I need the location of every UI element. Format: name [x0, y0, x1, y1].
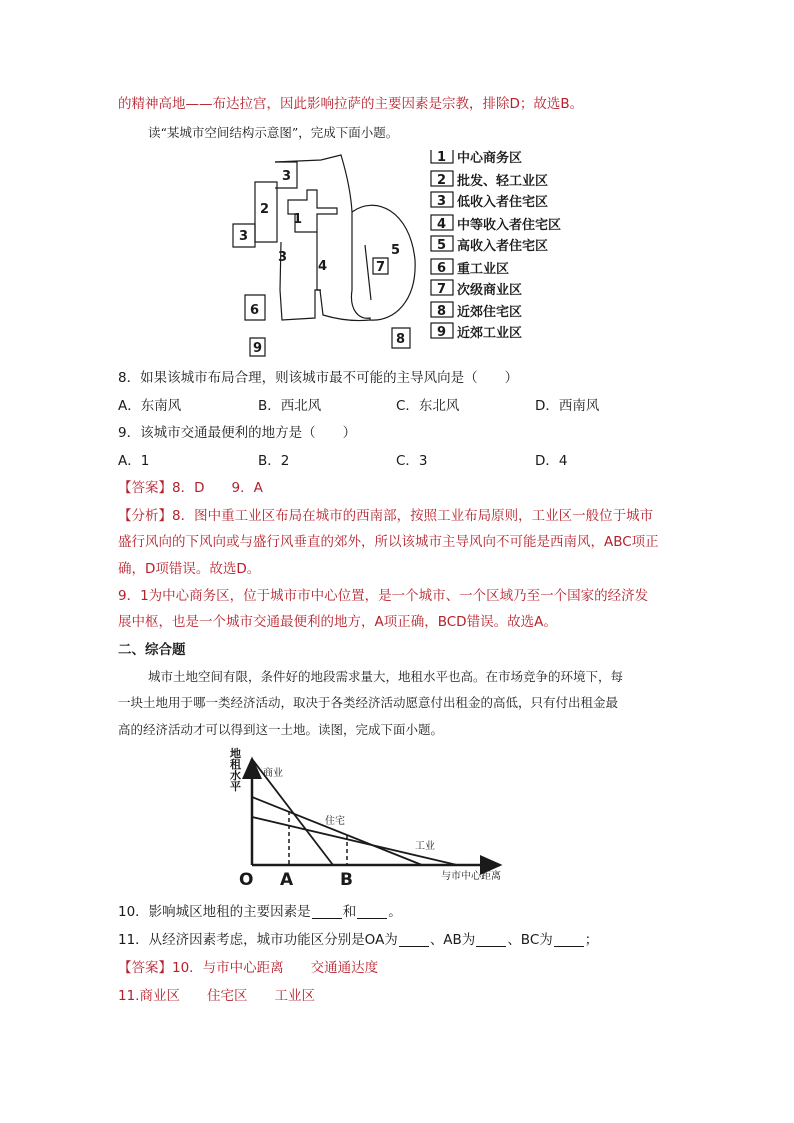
- analysis-line: 确，D项错误。故选D。: [118, 561, 261, 577]
- y-axis-label: 平: [230, 780, 241, 793]
- zone-label-5: 5: [391, 243, 401, 258]
- zone-label-4: 4: [318, 259, 328, 274]
- answer-10: 【答案】10．与市中心距离 交通通达度: [118, 960, 379, 976]
- legend-num: 8: [437, 304, 447, 319]
- answer-blank[interactable]: [357, 904, 387, 919]
- curve-label-industry: 工业: [415, 841, 435, 852]
- answer-blank[interactable]: [399, 932, 429, 947]
- x-axis-label: 与市中心距离: [441, 871, 501, 882]
- answer-blank[interactable]: [554, 932, 584, 947]
- q8-option-d: D．西南风: [535, 398, 600, 414]
- point-b-label: B: [340, 870, 353, 890]
- legend-num: 4: [437, 217, 447, 232]
- zone-label-7: 7: [376, 260, 386, 275]
- legend-num: 3: [437, 194, 447, 209]
- q9-option-a: A．1: [118, 453, 150, 469]
- q8-option-b: B．西北风: [258, 398, 322, 414]
- zone-label-9: 9: [253, 341, 263, 356]
- legend-num: 2: [437, 173, 447, 188]
- analysis-line: 展中枢，也是一个城市交通最便利的地方，A项正确，BCD错误。故选A。: [118, 614, 557, 630]
- legend-num: 9: [437, 325, 447, 340]
- legend-text: 中心商务区: [457, 151, 523, 166]
- answer-8-9: 【答案】8．D 9．A: [118, 480, 263, 496]
- legend-text: 批发、轻工业区: [457, 174, 549, 189]
- y-axis-label: 水: [230, 769, 241, 782]
- analysis-line: 9．1为中心商务区，位于城市市中心位置，是一个城市、一个区域乃至一个国家的经济发: [118, 588, 649, 604]
- intro-line: 的精神高地——布达拉宫，因此影响拉萨的主要因素是宗教，排除D；故选B。: [118, 96, 584, 112]
- zone-label-1: 1: [293, 212, 303, 227]
- answer-11: 11.商业区 住宅区 工业区: [118, 988, 315, 1004]
- q11-text: 11．从经济因素考虑，城市功能区分别是OA为: [118, 932, 398, 948]
- q11-text: 、BC为: [507, 932, 553, 948]
- zone-label-2: 2: [260, 202, 270, 217]
- passage-line: 城市土地空间有限，条件好的地段需求量大，地租水平也高。在市场竞争的环境下，每: [148, 669, 624, 684]
- map-prompt: 读“某城市空间结构示意图”，完成下面小题。: [148, 125, 399, 140]
- analysis-line: 盛行风向的下风向或与盛行风垂直的郊外，所以该城市主导风向不可能是西南风，ABC项正: [118, 534, 659, 550]
- q9-option-d: D．4: [535, 453, 568, 469]
- legend-text: 近郊住宅区: [457, 305, 523, 320]
- rent-distance-chart: [225, 745, 535, 890]
- y-axis-label: 租: [230, 758, 241, 771]
- answer-blank[interactable]: [312, 904, 342, 919]
- q11-text: 、AB为: [429, 932, 476, 948]
- legend-num: 5: [437, 238, 447, 253]
- point-a-label: A: [280, 870, 294, 890]
- zone-label-3: 3: [239, 229, 249, 244]
- analysis-line: 【分析】8．图中重工业区布局在城市的西南部，按照工业布局原则，工业区一般位于城市: [118, 508, 654, 524]
- legend-num: 7: [437, 282, 447, 297]
- city-structure-map: [225, 150, 585, 360]
- zone-label-8: 8: [396, 332, 406, 347]
- answer-blank[interactable]: [476, 932, 506, 947]
- legend-text: 高收入者住宅区: [457, 239, 549, 254]
- legend-text: 中等收入者住宅区: [457, 218, 562, 233]
- q11-text: ；: [584, 932, 599, 948]
- q10-text: 10．影响城区地租的主要因素是: [118, 904, 311, 920]
- q9-option-b: B．2: [258, 453, 290, 469]
- question-11: [118, 930, 598, 950]
- question-10: [118, 902, 402, 922]
- q8-option-a: A．东南风: [118, 398, 182, 414]
- legend-text: 近郊工业区: [457, 326, 523, 341]
- legend-num: 1: [437, 150, 447, 165]
- curve-label-commerce: 商业: [263, 768, 283, 779]
- section-2-title: 二、综合题: [118, 642, 186, 658]
- q10-text: 。: [388, 904, 402, 920]
- curve-label-residence: 住宅: [325, 816, 345, 827]
- zone-label-3: 3: [282, 169, 292, 184]
- q8-option-c: C．东北风: [396, 398, 460, 414]
- legend-text: 低收入者住宅区: [457, 195, 549, 210]
- legend-text: 次级商业区: [457, 283, 523, 298]
- legend-text: 重工业区: [457, 262, 510, 277]
- question-9-stem: 9．该城市交通最便利的地方是（ ）: [118, 425, 357, 441]
- passage-line: 一块土地用于哪一类经济活动，取决于各类经济活动愿意付出租金的高低，只有付出租金最: [118, 695, 619, 710]
- y-axis-label: 地: [230, 747, 241, 760]
- zone-label-6: 6: [250, 303, 260, 318]
- q10-text: 和: [342, 904, 357, 920]
- q9-option-c: C．3: [396, 453, 428, 469]
- origin-label: O: [239, 870, 254, 890]
- legend-num: 6: [437, 261, 447, 276]
- passage-line: 高的经济活动才可以得到这一土地。读图，完成下面小题。: [118, 722, 444, 737]
- question-8-stem: 8．如果该城市布局合理，则该城市最不可能的主导风向是（ ）: [118, 370, 519, 386]
- zone-label-3: 3: [278, 250, 288, 265]
